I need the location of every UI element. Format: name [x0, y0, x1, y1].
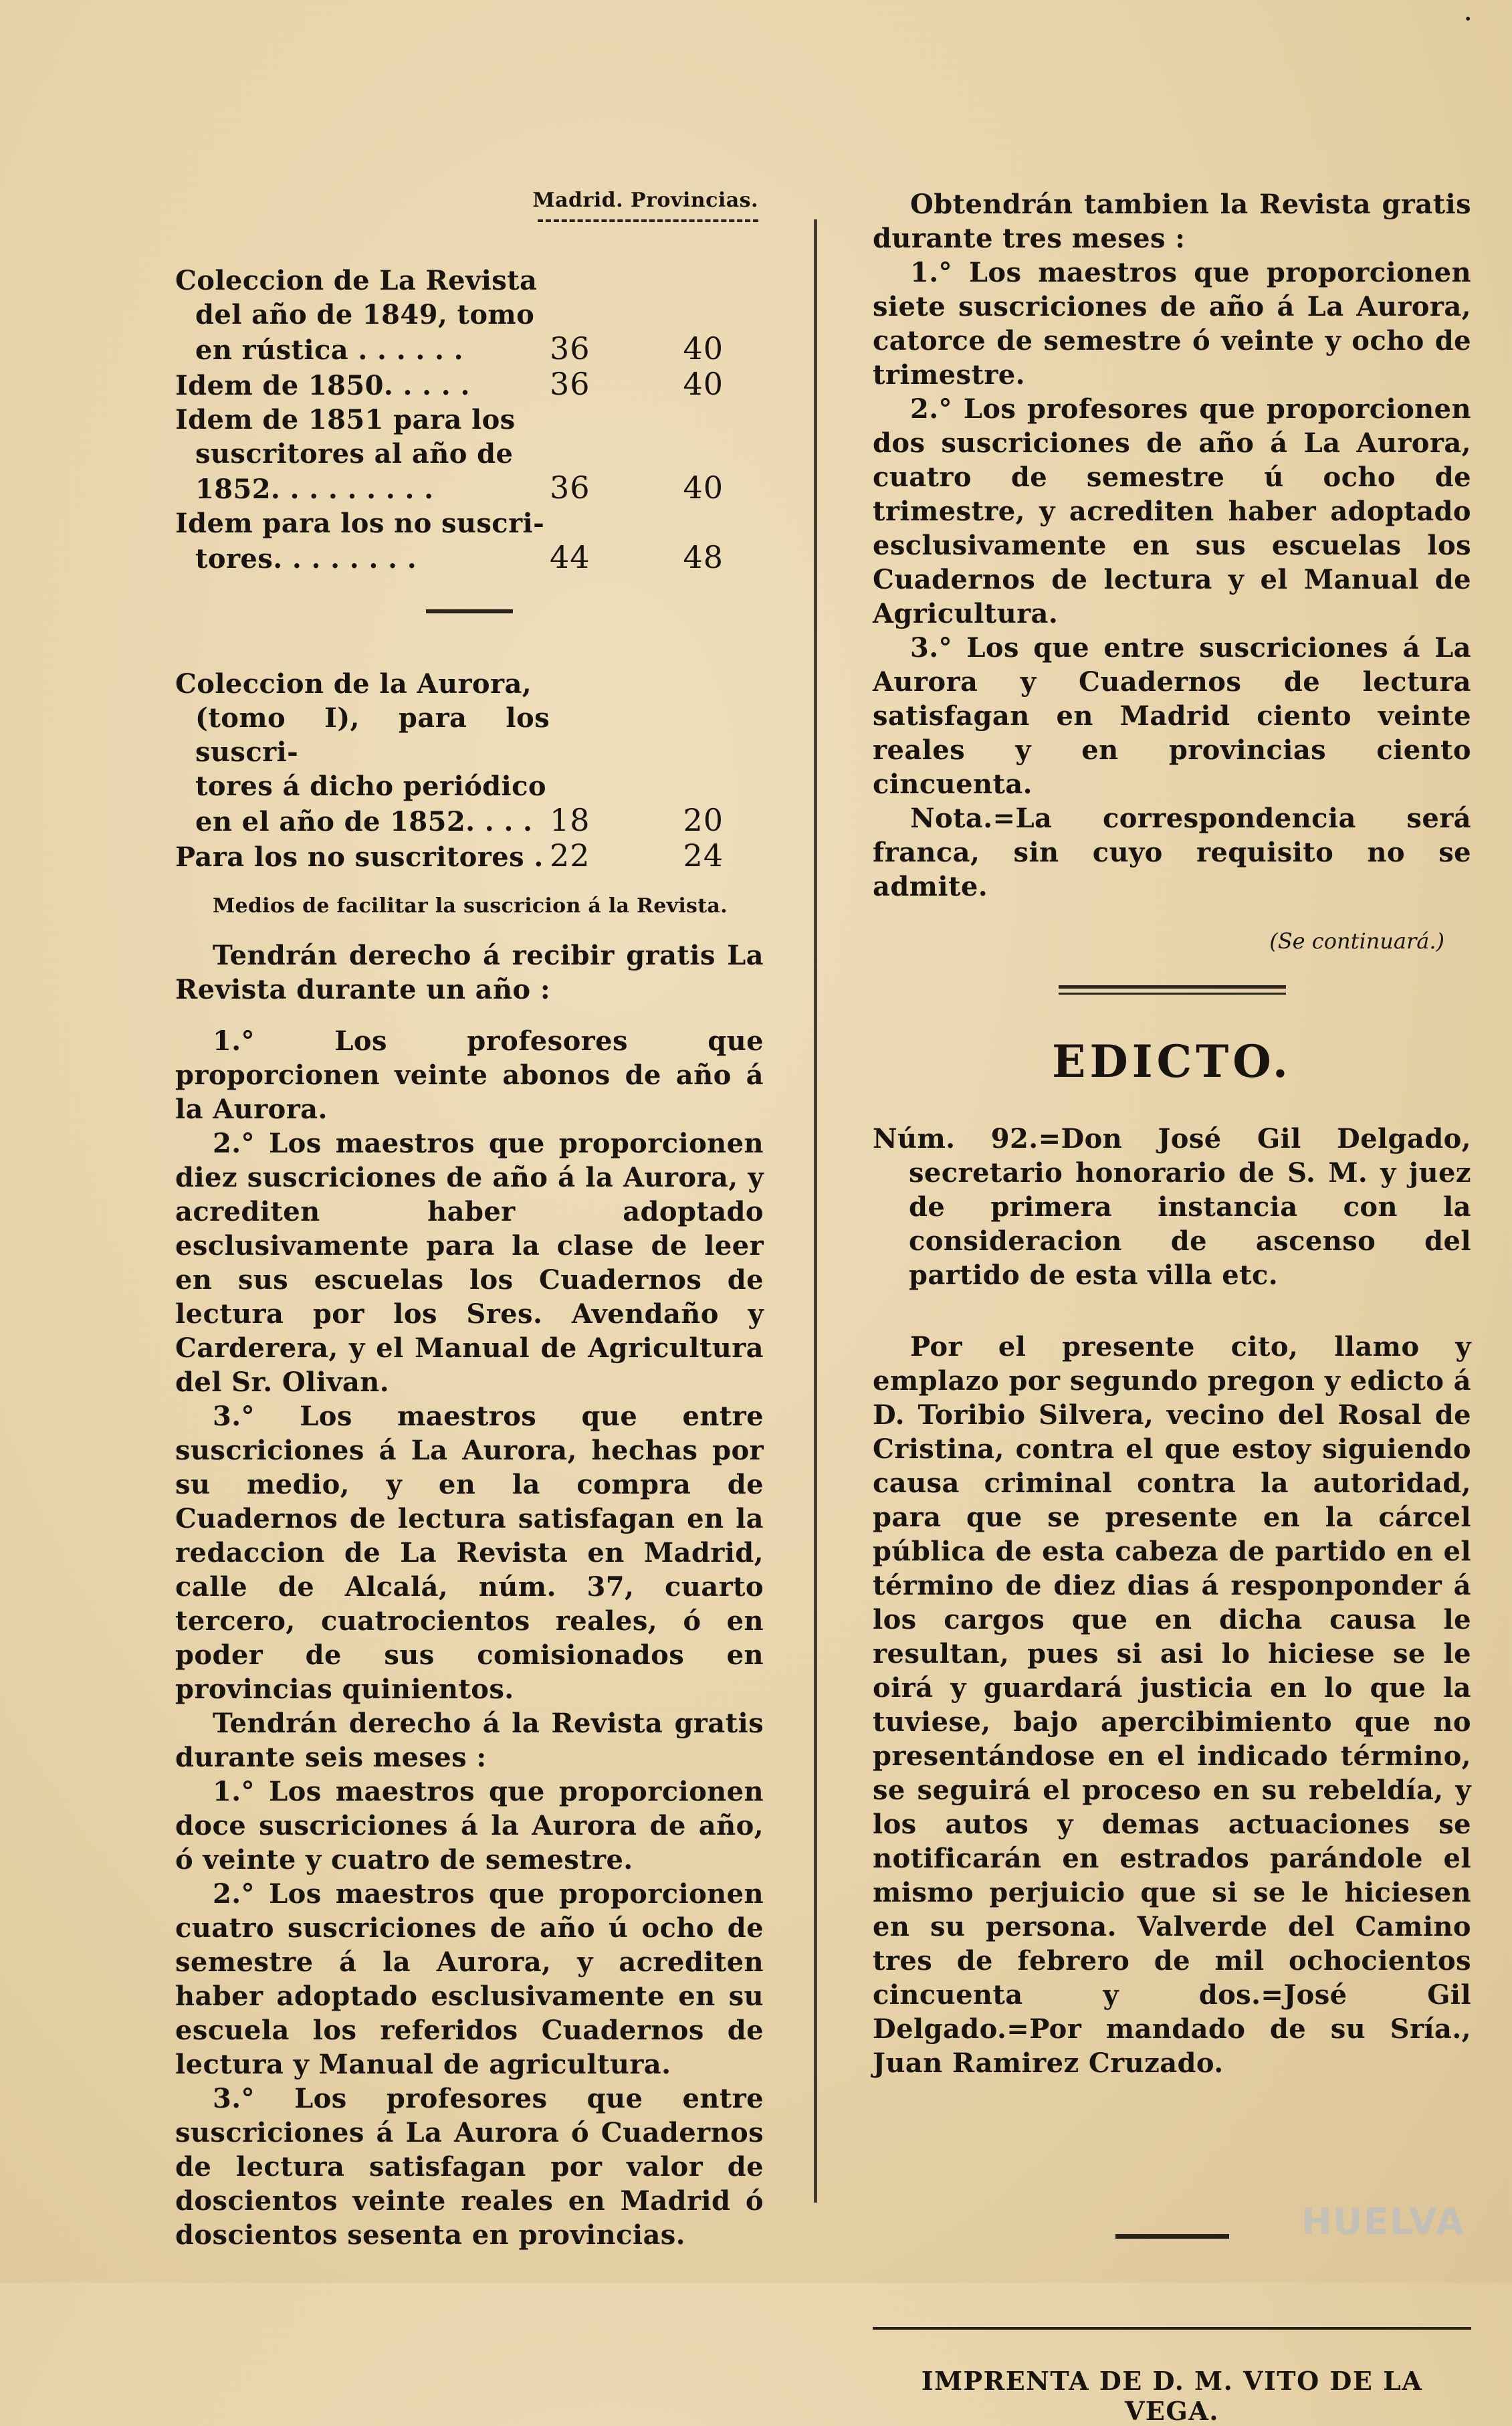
price-row [175, 298, 764, 332]
column-divider [814, 219, 817, 2203]
price-table-revista [175, 264, 764, 576]
section-rule [426, 609, 513, 613]
price-madrid: 36 [550, 366, 590, 402]
library-watermark: HUELVA [1301, 2201, 1465, 2243]
imprint-rule [873, 2327, 1471, 2330]
price-provincias: 40 [683, 366, 724, 402]
price-row [175, 506, 764, 540]
six-item-3: 3.° Los profesores que entre suscriciones á La Aurora ó Cuadernos de lectura satisfagan por valor de doscientos veinte reales en Madrid ó doscientos sesenta en provincias. [175, 2083, 764, 2251]
price-row [175, 839, 764, 874]
price-madrid: 36 [550, 330, 590, 367]
price-row-label: tores á dicho periódico [195, 771, 546, 802]
edicto-body: Por el presente cito, llamo y emplazo por segundo pregon y edicto á D. Toribio Silvera, vecino del Rosal de Cristina, contra el que estoy siguiendo causa criminal contra la autoridad, para que se presente en la cárcel pública de esta cabeza de partido en el término de diez dias á responponder á los cargos que en dicha causa le resultan, pues si asi lo hiciese se le oirá y guardará justicia en lo que la tuviese, bajo apercibimiento que no presentándose en el indicado término, se seguirá el proceso en su rebeldía, y los autos y demas actuaciones se notificarán en estrados parándole el mismo perjuicio que si se le hiciesen en su persona. Valverde del Camino tres de febrero de mil ochocientos cincuenta y dos.=José Gil Delgado.=Por mandado de su Sría., Juan Ramirez Cruzado. [873, 1331, 1471, 2079]
continuation-note: (Se continuará.) [1269, 928, 1444, 954]
price-provincias: 40 [683, 470, 724, 506]
three-item-3: 3.° Los que entre suscriciones á La Aurora y Cuadernos de lectura satisfagan en Madrid ciento veinte reales y en provincias ciento cincuenta. [873, 632, 1471, 800]
price-row [175, 471, 764, 506]
price-row-label: Idem de 1851 para los [175, 404, 516, 435]
price-row-label: tores. . . . . . . . [195, 543, 417, 575]
price-row-label: (tomo I), para los suscri- [195, 702, 550, 768]
double-rule [1059, 985, 1286, 995]
price-row [175, 403, 764, 437]
price-row-label: Coleccion de la Aurora, [175, 668, 532, 700]
price-table-aurora [175, 667, 764, 874]
price-row [175, 540, 764, 576]
price-row [175, 769, 764, 803]
price-row [175, 264, 764, 298]
price-row-label: Para los no suscritores . [175, 841, 544, 873]
year-item-3: 3.° Los maestros que entre suscriciones á La Aurora, hechas por su medio, y en la compra de Cuadernos de lectura satisfagan en la redaccion de La Revista en Madrid, calle de Alcalá, núm. 37, cuarto tercero, cuatrocientos reales, ó en poder de sus comisionados en provincias quinientos. [175, 1401, 764, 1705]
price-header-rule [538, 219, 758, 222]
price-row-label: del año de 1849, tomo [195, 299, 535, 330]
six-months-intro: Tendrán derecho á la Revista gratis durante seis meses : [175, 1708, 764, 1773]
year-intro: Tendrán derecho á recibir gratis La Revista durante un año : [175, 940, 764, 1005]
price-provincias: 48 [683, 539, 724, 575]
price-row-label: Coleccion de La Revista [175, 265, 538, 296]
price-row [175, 367, 764, 403]
price-provincias: 20 [683, 802, 724, 838]
price-row [175, 701, 764, 769]
price-row [175, 332, 764, 367]
six-item-1: 1.° Los maestros que proporcionen doce suscriciones á la Aurora de año, ó veinte y cuatro de semestre. [175, 1776, 764, 1876]
edicto-number-heading: Núm. 92.=Don José Gil Delgado, secretario honorario de S. M. y juez de primera instancia con la consideracion de ascenso del partido de esta villa etc. [873, 1123, 1471, 1291]
three-months-intro: Obtendrán tambien la Revista gratis durante tres meses : [873, 189, 1471, 254]
price-provincias: 40 [683, 330, 724, 367]
price-row [175, 667, 764, 701]
price-row [175, 437, 764, 471]
price-row-label: suscritores al año de [195, 438, 514, 470]
price-madrid: 44 [550, 539, 590, 575]
right-column [873, 187, 1471, 2426]
nota: Nota.=La correspondencia será franca, sin cuyo requisito no se admite. [873, 803, 1471, 902]
price-row [175, 803, 764, 839]
year-item-1: 1.° Los profesores que proporcionen veinte abonos de año á la Aurora. [175, 1025, 764, 1125]
price-madrid: 22 [550, 837, 590, 874]
edicto-title: EDICTO. [1052, 1035, 1292, 1088]
three-item-1: 1.° Los maestros que proporcionen siete suscriciones de año á La Aurora, catorce de semestre ó veinte y ocho de trimestre. [873, 257, 1471, 391]
imprint: IMPRENTA DE D. M. VITO DE LA VEGA. [921, 2366, 1423, 2426]
year-item-2: 2.° Los maestros que proporcionen diez suscriciones de año á la Aurora, y acrediten haber adoptado esclusivamente para la clase de leer en sus escuelas los Cuadernos de lectura por los Sres. Avendaño y Carderera, y el Manual de Agricultura del Sr. Olivan. [175, 1128, 764, 1398]
end-rule [1115, 2234, 1229, 2239]
price-header: Madrid. Provincias. [532, 189, 758, 212]
price-row-label: en rústica . . . . . . [195, 334, 463, 366]
medios-heading: Medios de facilitar la suscricion á la Revista. [213, 894, 728, 918]
three-item-2: 2.° Los profesores que proporcionen dos suscriciones de año á La Aurora, cuatro de semestre ú ocho de trimestre, y acrediten haber adoptado esclusivamente en sus escuelas los Cuadernos de lectura y el Manual de Agricultura. [873, 393, 1471, 629]
left-column [175, 187, 764, 2252]
price-row-label: Idem para los no suscri- [175, 508, 545, 539]
price-row-label: Idem de 1850. . . . . [175, 370, 470, 401]
price-row-label: 1852. . . . . . . . . [195, 474, 434, 505]
price-row-label: en el año de 1852. . . . [195, 806, 533, 837]
price-madrid: 36 [550, 470, 590, 506]
six-item-2: 2.° Los maestros que proporcionen cuatro suscriciones de año ú ocho de semestre á la Aurora, y acrediten haber adoptado esclusivamente en su escuela los referidos Cuadernos de lectura y Manual de agricultura. [175, 1878, 764, 2080]
price-madrid: 18 [550, 802, 590, 838]
price-provincias: 24 [683, 837, 724, 874]
page-edge-mark: • [1464, 11, 1472, 27]
